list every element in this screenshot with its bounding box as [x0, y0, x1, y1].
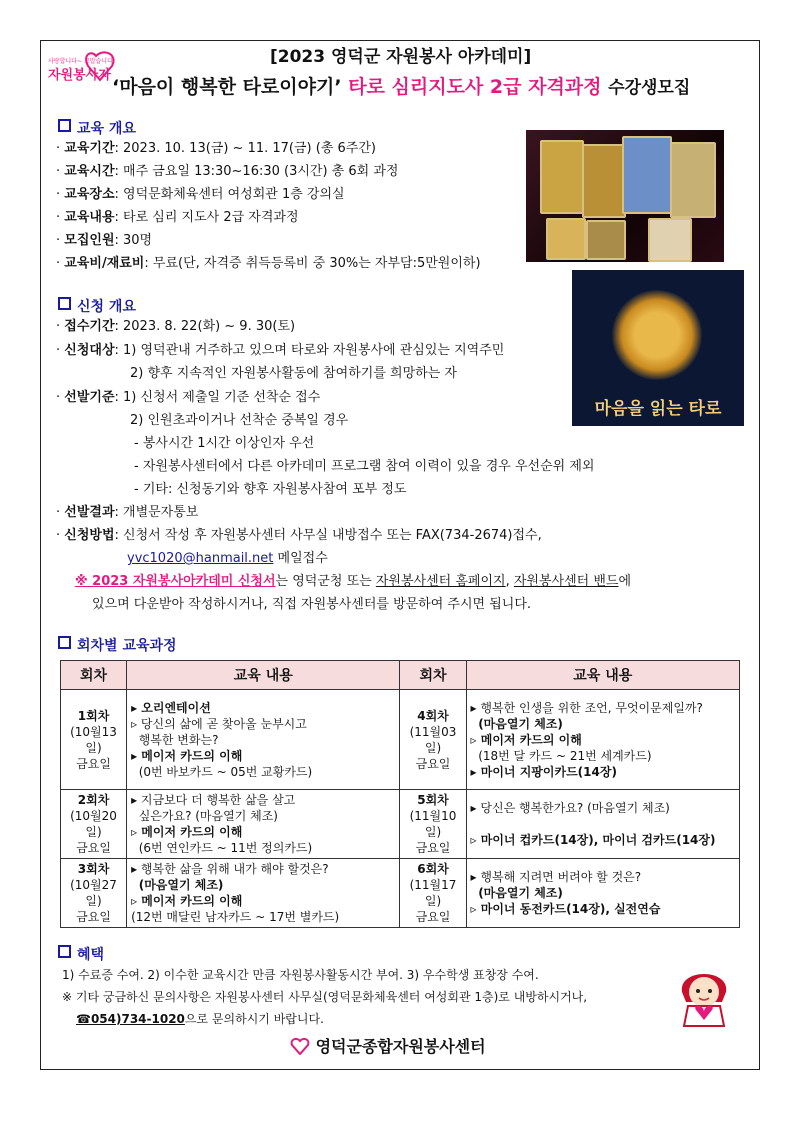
section-heading-schedule: 회차별 교육과정 — [58, 635, 177, 655]
apply-target-2: 2) 향후 지속적인 자원봉사활동에 참여하기를 희망하는 자 — [130, 366, 457, 381]
mascot-character — [672, 958, 736, 1028]
apply-criteria-5: - 기타: 신청동기와 향후 자원봉사참여 포부 정도 — [134, 482, 407, 497]
email-link[interactable]: yvc1020@hanmail.net — [127, 551, 274, 566]
section-heading-overview: 교육 개요 — [58, 118, 136, 138]
overview-row-period: · 교육기간: 2023. 10. 13(금) ~ 11. 17(금) (총 6주간) — [56, 141, 376, 156]
contact-phone-line: ☎054)734-1020으로 문의하시기 바랍니다. — [76, 1012, 324, 1026]
apply-notice-2: 있으며 다운받아 작성하시거나, 직접 자원봉사센터를 방문하여 주시면 됩니다. — [92, 597, 532, 612]
session-cell: 2회차 (10월20일) 금요일 — [61, 790, 127, 859]
overview-row-fee: · 교육비/재료비: 무료(단, 자격증 취득등록비 중 30%는 자부담:5만원이하) — [56, 256, 481, 271]
sun-moon-illustration — [572, 270, 744, 426]
logo-text: 자원봉사자 — [48, 68, 111, 83]
section-heading-apply: 신청 개요 — [58, 296, 136, 316]
checkbox-square-icon — [58, 297, 71, 310]
session-cell: 4회차 (11월03일) 금요일 — [400, 690, 466, 790]
content-cell: ▸ 행복한 삶을 위해 내가 해야 할것은? (마음열기 체조) ▹ 메이저 카드의 이해 (12번 매달린 남자카드 ~ 17번 별카드) — [127, 859, 400, 928]
table-row — [61, 790, 740, 859]
logo-tagline: 사랑합니다~ 고맙습니다! — [48, 58, 116, 65]
apply-criteria: · 선발기준: 1) 신청서 제출일 기준 선착순 접수 — [56, 390, 321, 405]
col-header-session: 회차 — [61, 661, 127, 690]
apply-period: · 접수기간: 2023. 8. 22(화) ~ 9. 30(토) — [56, 319, 296, 334]
illustration-caption: 마음을 읽는 타로 — [594, 399, 722, 419]
content-cell: ▸ 당신은 행복한가요? (마음열기 체조) ▹ 마이너 컵카드(14장), 마이너 검카드(14장) — [466, 790, 739, 859]
contact-note: ※ 기타 궁금하신 문의사항은 자원봉사센터 사무실(영덕문화체육센터 여성회관 1층)로 내방하시거나, — [62, 990, 588, 1004]
checkbox-square-icon — [58, 636, 71, 649]
section-heading-benefit: 혜택 — [58, 944, 104, 964]
page-title: ‘마음이 행복한 타로이야기’ 타로 심리지도사 2급 자격과정 수강생모집 — [112, 76, 691, 98]
content-cell: ▸ 행복한 인생을 위한 조언, 무엇이문제일까? (마음열기 체조) ▹ 메이저 카드의 이해 (18번 달 카드 ~ 21번 세계카드) ▸ 마이너 지팡이카드(14장) — [466, 690, 739, 790]
phone-number: ☎054)734-1020 — [76, 1012, 185, 1026]
content-cell: ▸ 행복해 지려면 버려야 할 것은? (마음열기 체조) ▹ 마이너 동전카드(14장), 실전연습 — [466, 859, 739, 928]
checkbox-square-icon — [58, 119, 71, 132]
apply-notice: ※ 2023 자원봉사아카데미 신청서는 영덕군청 또는 자원봉사센터 홈페이지, 자원봉사센터 밴드에 — [75, 574, 632, 589]
benefit-list: 1) 수료증 수여. 2) 이수한 교육시간 만큼 자원봉사활동시간 부여. 3) 우수학생 표창장 수여. — [62, 968, 539, 982]
content-cell: ▸ 지금보다 더 행복한 삶을 살고 싶은가요? (마음열기 체조) ▹ 메이저 카드의 이해 (6번 연인카드 ~ 11번 정의카드) — [127, 790, 400, 859]
footer-organization: 영덕군종합자원봉사센터 — [290, 1034, 486, 1057]
apply-result: · 선발결과: 개별문자통보 — [56, 505, 199, 520]
apply-criteria-3: - 봉사시간 1시간 이상인자 우선 — [134, 436, 315, 451]
table-header-row — [61, 661, 740, 690]
checkbox-square-icon — [58, 945, 71, 958]
mascot-icon — [672, 958, 736, 1028]
overview-row-time: · 교육시간: 매주 금요일 13:30~16:30 (3시간) 총 6회 과정 — [56, 164, 399, 179]
overview-row-capacity: · 모집인원: 30명 — [56, 233, 153, 248]
volunteer-logo — [48, 50, 118, 84]
apply-criteria-4: - 자원봉사센터에서 다른 아카데미 프로그램 참여 이력이 있을 경우 우선순위 제외 — [134, 459, 595, 474]
content-cell: ▸ 오리엔테이션 ▹ 당신의 삶에 곧 찾아올 눈부시고 행복한 변화는? ▸ 메이저 카드의 이해 (0번 바보카드 ~ 05번 교황카드) — [127, 690, 400, 790]
apply-method-2: yvc1020@hanmail.net 메일접수 — [127, 551, 328, 566]
sun-moon-icon — [612, 290, 702, 380]
table-row — [61, 690, 740, 790]
session-cell: 1회차 (10월13일) 금요일 — [61, 690, 127, 790]
apply-target: · 신청대상: 1) 영덕관내 거주하고 있으며 타로와 자원봉사에 관심있는 지역주민 — [56, 343, 505, 358]
apply-method: · 신청방법: 신청서 작성 후 자원봉사센터 사무실 내방접수 또는 FAX(734-2674)접수, — [56, 528, 542, 543]
table-row — [61, 859, 740, 928]
heart-icon — [290, 1037, 310, 1055]
schedule-table — [60, 660, 740, 928]
overview-row-content: · 교육내용: 타로 심리 지도사 2급 자격과정 — [56, 210, 299, 225]
col-header-content: 교육 내용 — [466, 661, 739, 690]
col-header-session: 회차 — [400, 661, 466, 690]
apply-criteria-2: 2) 인원초과이거나 선착순 중복일 경우 — [130, 413, 349, 428]
col-header-content: 교육 내용 — [127, 661, 400, 690]
page-supertitle: [2023 영덕군 자원봉사 아카데미] — [270, 47, 532, 67]
session-cell: 3회차 (10월27일) 금요일 — [61, 859, 127, 928]
session-cell: 5회차 (11월10일) 금요일 — [400, 790, 466, 859]
overview-row-place: · 교육장소: 영덕문화체육센터 여성회관 1층 강의실 — [56, 187, 345, 202]
tarot-cards-photo — [526, 130, 724, 262]
session-cell: 6회차 (11월17일) 금요일 — [400, 859, 466, 928]
